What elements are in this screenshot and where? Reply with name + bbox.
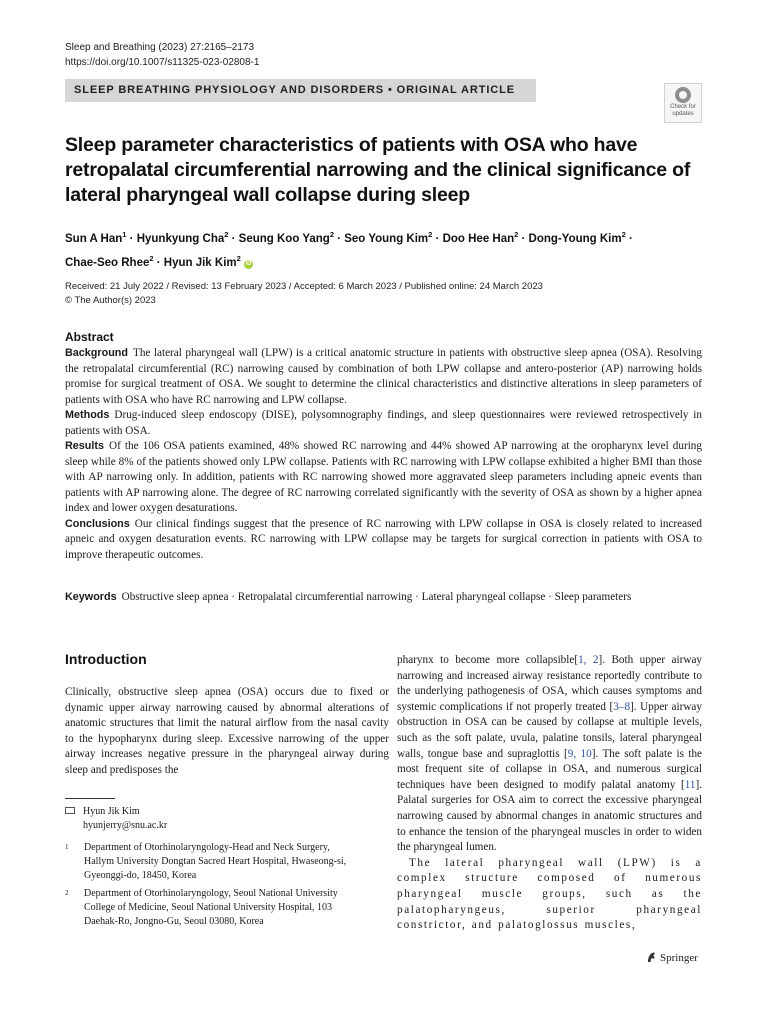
journal-citation <box>65 40 259 70</box>
affiliation-text: Department of Otorhinolaryngology-Head and Neck Surgery, Hallym University Dongtan Sacred Heart Hospital, Hwaseong-si, Gyeonggi-do, 18450, Korea <box>84 842 347 881</box>
author-affiliation-mark: 2 <box>236 253 241 263</box>
abstract-heading: Abstract <box>65 330 114 344</box>
author-list: Sun A Han$^1$ · Hyunkyung Cha$^2$ · Seung Koo Yang$^2$ · Seo Young Kim$^2$ · Doo Hee Han$^2$ · Dong-Young Kim$^2$ · Chae-Seo Rhee$^2$ · Hyun Jik Kim$^2$ iD <box>65 230 633 269</box>
author-affiliation-mark: 2 <box>329 230 334 239</box>
envelope-icon <box>65 807 75 814</box>
publication-dates <box>65 280 705 308</box>
intro-text: pharynx to become more collapsible[ <box>397 654 579 666</box>
orcid-icon[interactable]: iD <box>245 260 252 267</box>
conclusions-text: Our clinical findings suggest that the presence of RC narrowing with LPW collapse in OSA is closely related to increased apneic and oxygen desaturation events. RC narrowing with LPW collapse may be targets for surgical correction in patients with OSA to improve therapeutic outcomes. <box>65 517 702 561</box>
copyright-notice: © The Author(s) 2023 <box>65 295 156 306</box>
affiliation-number: 2 <box>65 889 69 897</box>
check-updates-label-1: Check for <box>670 104 696 110</box>
methods-label: Methods <box>65 409 110 421</box>
right-column <box>397 653 702 934</box>
history-dates: Received: 21 July 2022 / Revised: 13 February 2023 / Accepted: 6 March 2023 / Published online: 24 March 2023 <box>65 281 543 292</box>
footnote-divider <box>65 798 115 799</box>
keywords-text: Obstructive sleep apnea · Retropalatal circumferential narrowing · Lateral pharyngeal collapse · Sleep parameters <box>121 591 632 603</box>
author-name[interactable]: Sun A Han <box>65 232 123 245</box>
left-column <box>65 685 389 779</box>
crossmark-icon <box>675 87 691 103</box>
background-label: Background <box>65 347 128 359</box>
keywords-label: Keywords <box>65 591 117 603</box>
author-affiliation-mark: 2 <box>621 230 626 239</box>
intro-text: ]. The soft palate is the most frequent site of collapse in OSA, and numerous surgical techniques have been designed to modify palatal anatomy [ <box>397 747 702 791</box>
abstract-body <box>65 346 702 563</box>
intro-paragraph-1: Clinically, obstructive sleep apnea (OSA) occurs due to fixed or dynamic upper airway narrowing caused by abnormal alterations of anatomic structures that limit the natural airflow from the nasal cavity to the hypopharynx during sleep. Excessive narrowing of the upper airway increases negative pressure in the pharyngeal airway during sleep and predisposes the <box>65 686 389 776</box>
affiliation-1 <box>65 841 355 883</box>
publisher-name: Springer <box>660 952 698 964</box>
results-label: Results <box>65 440 105 452</box>
author-affiliation-mark: 2 <box>428 230 433 239</box>
affiliation-number: 1 <box>65 843 69 851</box>
author-affiliation-mark: 2 <box>224 230 229 239</box>
correspondence-block <box>65 805 355 833</box>
affiliation-text: Department of Otorhinolaryngology, Seoul National University College of Medicine, Seoul National University Hospital, 103 Daehak-Ro, Jongno-Gu, Seoul 03080, Korea <box>84 888 338 927</box>
abstract-conclusions <box>65 517 702 564</box>
citation-link[interactable]: 9, 10 <box>567 747 592 760</box>
author-name[interactable]: Hyunkyung Cha <box>136 232 225 245</box>
results-text: Of the 106 OSA patients examined, 48% showed RC narrowing and 44% showed AP narrowing at the oropharynx level during sleep while 8% of the patients showed only LPW collapse. Patients with RC narrowing with LPW collapse exhibited a higher BMI than those with AP narrowing only. In addition, patients with RC narrowing showed more aggravated sleep parameters including apneic events than patients with AP narrowing alone. The degree of RC narrowing correlated significantly with the severity of OSA as shown by a higher apnea index and lower oxygen desaturations. <box>65 440 702 514</box>
author-affiliation-mark: 2 <box>514 230 519 239</box>
publisher-footer <box>645 951 698 964</box>
check-updates-label-2: updates <box>672 110 694 117</box>
conclusions-label: Conclusions <box>65 517 130 530</box>
methods-text: Drug-induced sleep endoscopy (DISE), polysomnography findings, and sleep questionnaires were reviewed retrospectively in patients with OSA. <box>65 409 702 437</box>
author-name[interactable]: Dong-Young Kim <box>528 232 622 245</box>
intro-text: ]. Upper airway obstruction in OSA can be caused by collapse at multiple levels, such as the soft palate, uvula, palatine tonsils, lateral pharyngeal walls, tongue base and supraglottis [ <box>397 700 702 760</box>
background-text: The lateral pharyngeal wall (LPW) is a critical anatomic structure in patients with obstructive sleep apnea (OSA). Resolving the retropalatal circumferential (RC) narrowing caused by combination of both LPW collapse and antero-posterior (AP) narrowing holds promise for surgical treatment of OSA. We sought to determine the clinical characteristics and distinctive alterations in sleep parameters of patients with OSA who have RC narrowing and LPW collapse. <box>65 347 702 406</box>
journal-reference: Sleep and Breathing (2023) 27:2165–2173 <box>65 42 255 53</box>
springer-horse-icon <box>645 951 657 963</box>
author-name[interactable]: Seung Koo Yang <box>238 232 330 245</box>
introduction-heading: Introduction <box>65 651 147 667</box>
intro-paragraph-3: The lateral pharyngeal wall (LPW) is a complex structure composed of numerous pharyngeal muscle groups, such as the palatopharyngeus, superior pharyngeal constrictor, and palatoglossus muscles, <box>397 856 702 932</box>
author-affiliation-mark: 2 <box>149 253 154 263</box>
abstract-results <box>65 439 702 517</box>
corresponding-author: Hyun Jik Kim <box>83 806 140 817</box>
check-for-updates-badge[interactable] <box>664 83 702 123</box>
article-category-banner: SLEEP BREATHING PHYSIOLOGY AND DISORDERS • ORIGINAL ARTICLE <box>65 79 536 102</box>
intro-text: ]. Both upper airway narrowing and increased airway resistance reportedly contribute to the underlying pathogenesis of OSA, which causes symptoms and systemic complications if not properly treated [ <box>397 654 702 713</box>
article-title: Sleep parameter characteristics of patients with OSA who have retropalatal circumferential narrowing and the clinical significance of lateral pharyngeal wall collapse during sleep <box>65 134 691 206</box>
doi-link[interactable]: https://doi.org/10.1007/s11325-023-02808-1 <box>65 57 260 68</box>
abstract-background <box>65 346 702 408</box>
author-name[interactable]: Hyun Jik Kim <box>163 256 237 269</box>
corresponding-email[interactable]: hyunjerry@snu.ac.kr <box>83 820 168 831</box>
affiliation-2 <box>65 887 355 929</box>
author-name[interactable]: Doo Hee Han <box>442 232 515 245</box>
abstract-methods <box>65 408 702 439</box>
citation-link[interactable]: 3–8 <box>613 700 631 713</box>
author-name[interactable]: Seo Young Kim <box>344 232 429 245</box>
author-name[interactable]: Chae-Seo Rhee <box>65 256 150 269</box>
citation-link[interactable]: 11 <box>684 778 696 791</box>
keywords <box>65 590 702 606</box>
citation-link[interactable]: 1, 2 <box>578 654 599 666</box>
intro-text: ]. Palatal surgeries for OSA aim to correct the excessive pharyngeal narrowing caused by abnormal changes in anatomic structures and to enhance the tension of the pharyngeal muscles in order to widen the pharyngeal lumen. <box>397 778 702 854</box>
intro-paragraph-2 <box>397 653 702 856</box>
author-affiliation-mark: 1 <box>122 230 127 239</box>
